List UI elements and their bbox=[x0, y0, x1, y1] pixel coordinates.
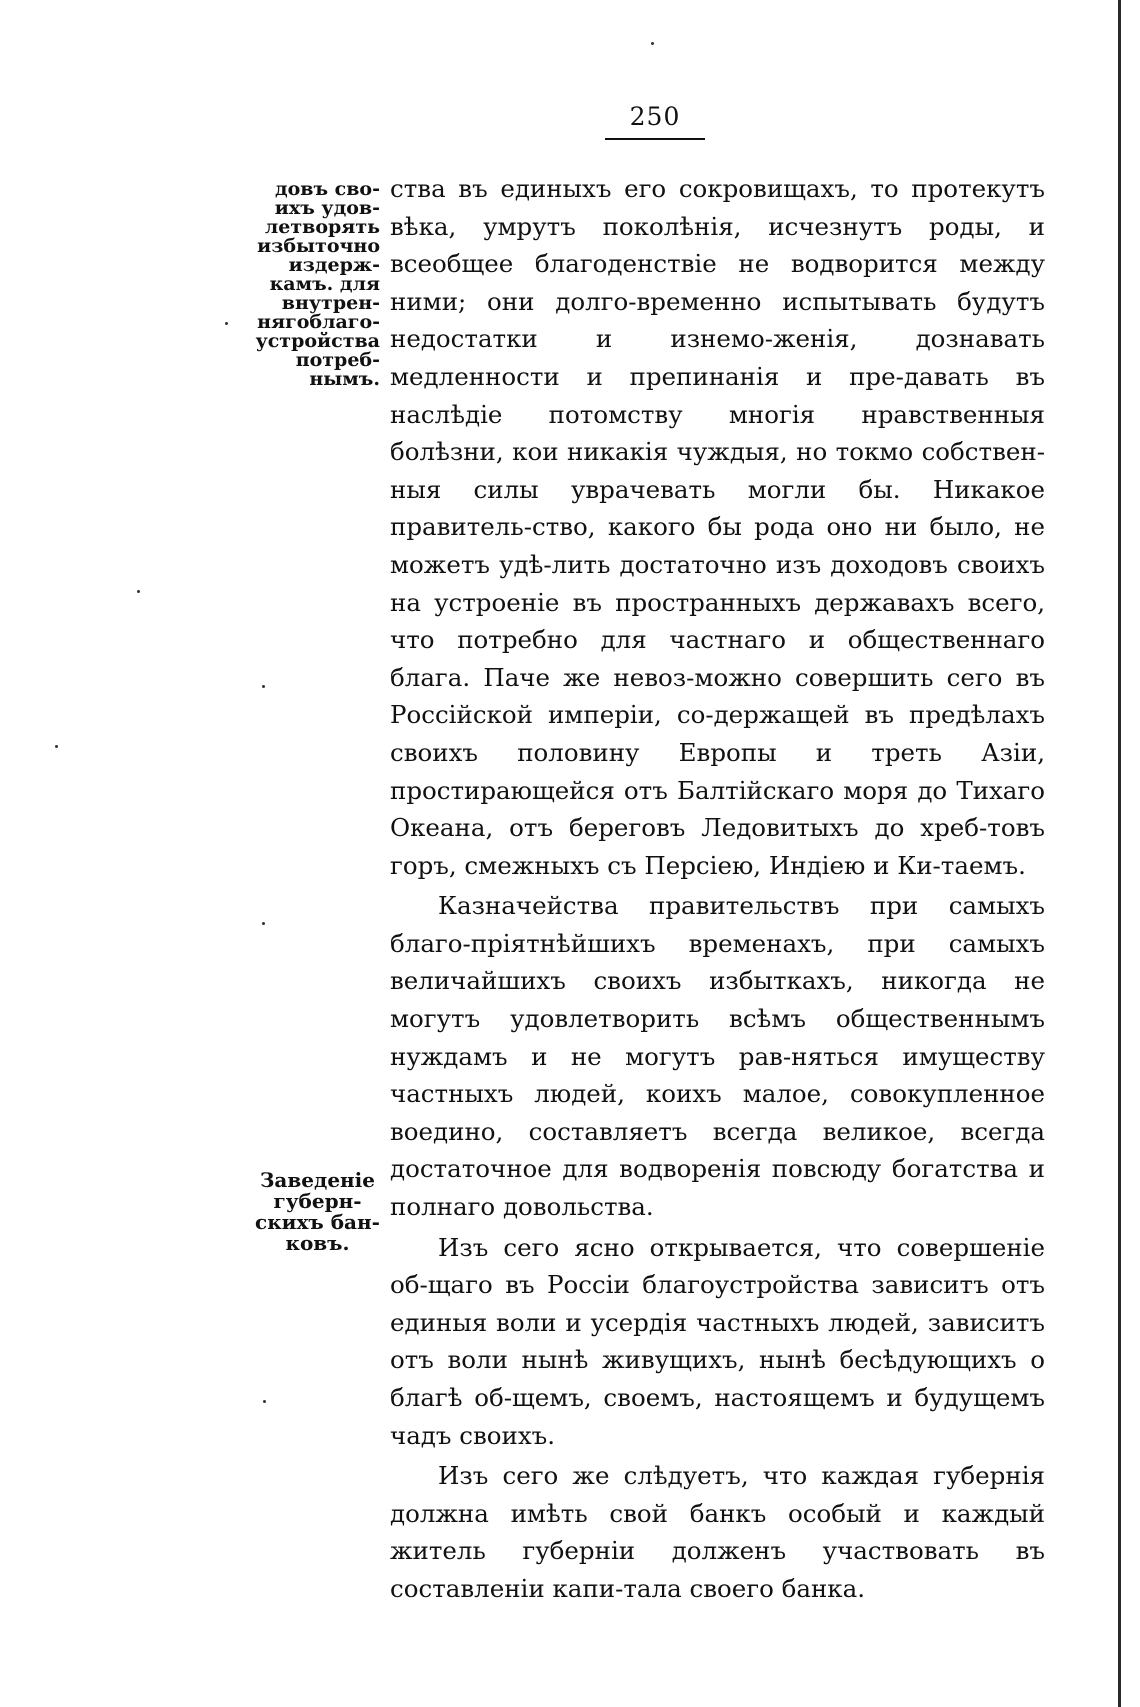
margin-note-budget: довъ сво- ихъ удов- летворять избыточно издерж- камъ. для внутрен- нягоблаго- устройства потреб- нымъ. bbox=[255, 178, 380, 390]
page-edge-line bbox=[1118, 0, 1121, 1707]
paragraph-1: ства въ единыхъ его сокровищахъ, то протекутъ вѣка, умрутъ поколѣнiя, исчезнутъ роды, и всеобщее благоденствiе не водворится между ними; они долго-временно испытывать будутъ недостатки и изнемо-женiя, дознавать медленности и препинанiя и пре-давать въ наслѣдiе потомству многiя нравственныя болѣзни, кои никакiя чуждыя, но токмо собствен-ныя силы уврачевать могли бы. Никакое правитель-ство, какого бы рода оно ни было, не можетъ удѣ-лить достаточно изъ доходовъ своихъ на устроенiе въ пространныхъ державахъ всего, что потребно для частнаго и общественнаго блага. Паче же невоз-можно совершить сего въ Россiйской имперiи, со-держащей въ предѣлахъ своихъ половину Европы и треть Азiи, простирающейся отъ Балтiйскаго моря до Тихаго Океана, отъ береговъ Ледовитыхъ до хреб-товъ горъ, смежныхъ съ Персiею, Индiею и Ки-таемъ. bbox=[390, 174, 1045, 880]
paragraph-4: Изъ сего же слѣдуетъ, что каждая губернiя должна имѣть свой банкъ особый и каждый житель губернiи долженъ участвовать въ составленiи капи-тала своего банка. bbox=[390, 1461, 1045, 1603]
scan-speck bbox=[651, 42, 654, 45]
margin-note-banks: Заведенiе губерн- скихъ бан- ковъ. bbox=[255, 1168, 380, 1255]
paragraph-2: Казначейства правительствъ при самыхъ благо-прiятнѣйшихъ временахъ, при самыхъ величайшихъ своихъ избыткахъ, никогда не могутъ удовлетворить всѣмъ общественнымъ нуждамъ и не могутъ рав-няться имуществу частныхъ людей, коихъ малое, совокупленное воедино, составляетъ всегда великое, всегда достаточное для водворенiя повсюду богатства и полнаго довольства. bbox=[390, 891, 1045, 1222]
main-text-block bbox=[390, 170, 1045, 1608]
scan-speck bbox=[137, 590, 140, 593]
scan-speck bbox=[225, 322, 228, 325]
paragraph-3: Изъ сего ясно открывается, что совершенiе об-щаго въ Россiи благоустройства зависитъ отъ единыя воли и усердiя частныхъ людей, зависитъ отъ воли нынѣ живущихъ, нынѣ бесѣдующихъ о благѣ об-щемъ, своемъ, настоящемъ и будущемъ чадъ своихъ. bbox=[390, 1232, 1045, 1450]
scan-speck bbox=[55, 745, 58, 748]
page-number: 250 bbox=[629, 102, 681, 131]
scan-speck bbox=[263, 1400, 266, 1403]
scan-speck bbox=[262, 922, 265, 925]
page-number-rule bbox=[605, 138, 705, 140]
scan-speck bbox=[262, 685, 265, 688]
